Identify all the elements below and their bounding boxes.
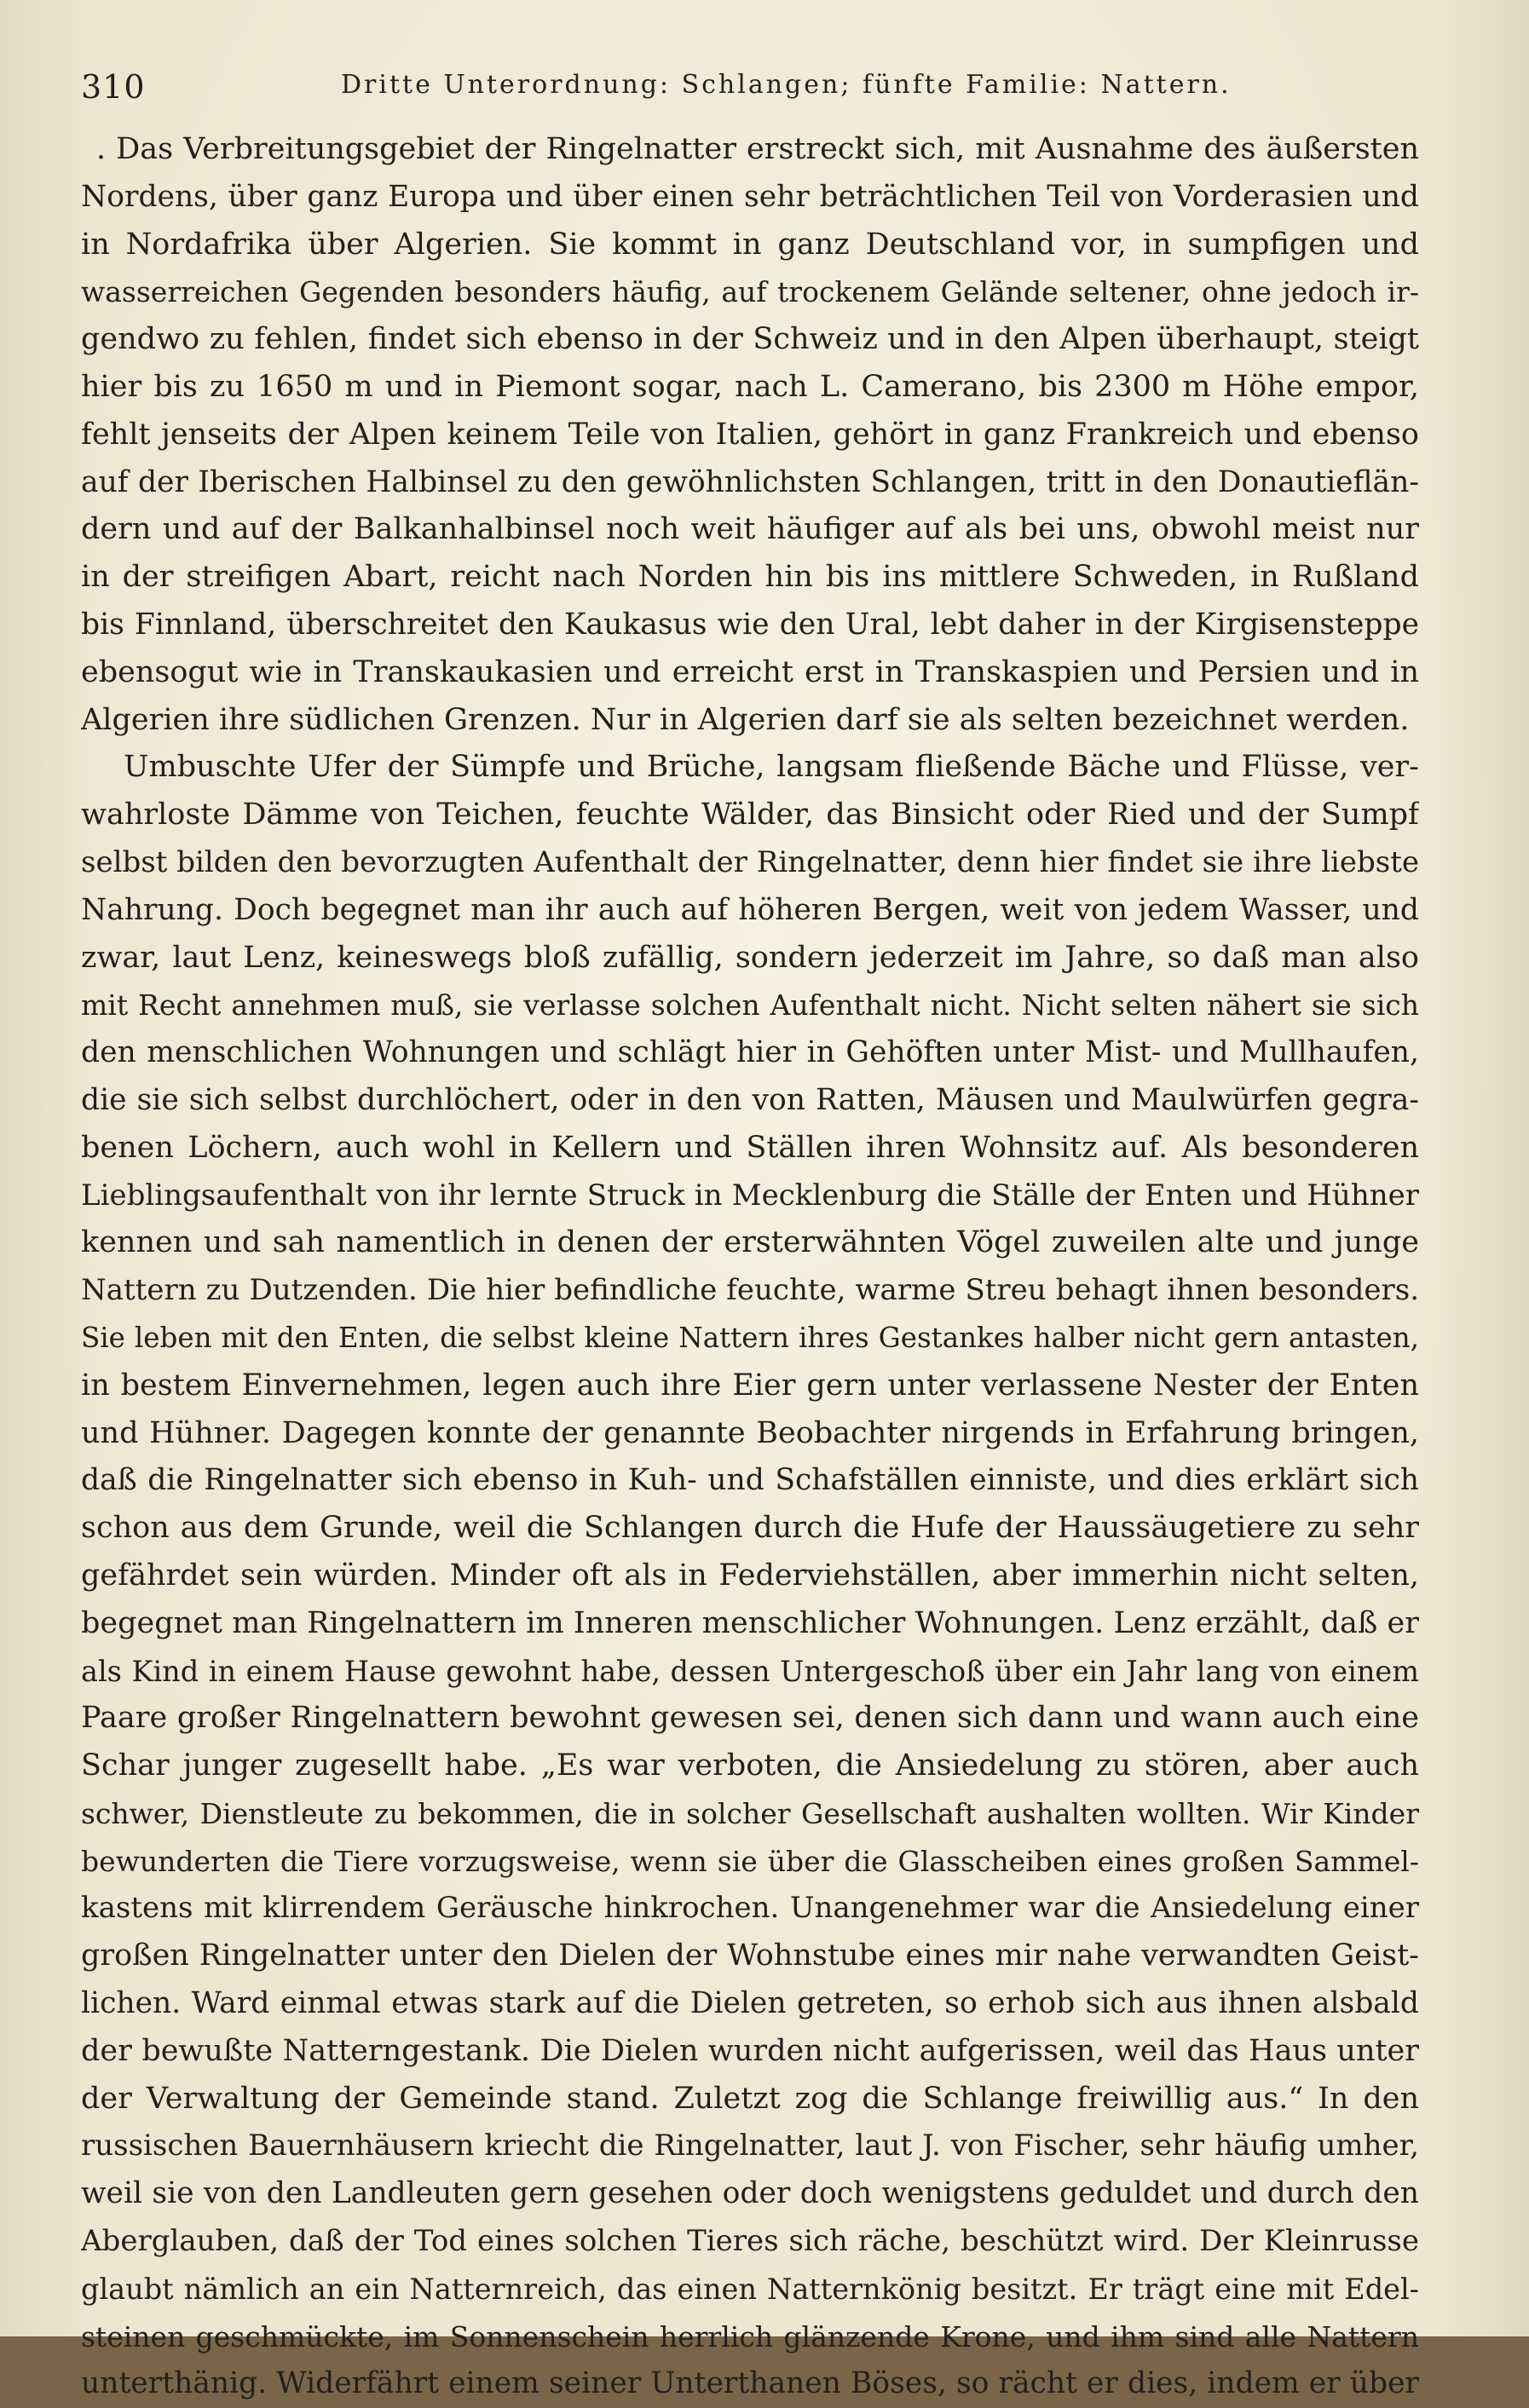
text-line: schon aus dem Grunde, weil die Schlangen durch die Hufe der Haussäugetiere zu sehr [81, 1511, 1419, 1546]
text-line: Paare großer Ringelnattern bewohnt gewesen sei, denen sich dann und wann auch eine [81, 1701, 1419, 1736]
text-line: begegnet man Ringelnattern im Inneren menschlicher Wohnungen. Lenz erzählt, daß er [81, 1605, 1419, 1640]
text-line: in Nordafrika über Algerien. Sie kommt in ganz Deutschland vor, in sumpfigen und [81, 227, 1419, 262]
text-line: kastens mit klirrendem Geräusche hinkrochen. Unangenehmer war die Ansiedelung einer [81, 1891, 1419, 1926]
text-line: Aberglauben, daß der Tod eines solchen Tieres sich räche, beschützt wird. Der Kleinrusse [81, 2224, 1419, 2259]
text-line: Nattern zu Dutzenden. Die hier befindliche feuchte, warme Streu behagt ihnen besonders. [81, 1273, 1419, 1308]
text-line: mit Recht annehmen muß, sie verlasse solchen Aufenthalt nicht. Nicht selten nähert sie sich [81, 988, 1419, 1023]
text-line: bis Finnland, überschreitet den Kaukasus wie den Ural, lebt daher in der Kirgisensteppe [81, 607, 1419, 642]
text-line: Nahrung. Doch begegnet man ihr auch auf höheren Bergen, weit von jedem Wasser, und [81, 892, 1419, 927]
text-line: der bewußte Natterngestank. Die Dielen wurden nicht aufgerissen, weil das Haus unter [81, 2033, 1419, 2068]
text-line: fehlt jenseits der Alpen keinem Teile von Italien, gehört in ganz Frankreich und ebenso [81, 417, 1419, 452]
text-line: zwar, laut Lenz, keineswegs bloß zufällig, sondern jederzeit im Jahre, so daß man also [81, 940, 1419, 975]
text-line: die sie sich selbst durchlöchert, oder in den von Ratten, Mäusen und Maulwürfen gegra- [81, 1082, 1419, 1117]
text-line: selbst bilden den bevorzugten Aufenthalt der Ringelnatter, denn hier findet sie ihre liebste [81, 844, 1419, 879]
text-line: unterthänig. Widerfährt einem seiner Unterthanen Böses, so rächt er dies, indem er über [81, 2366, 1419, 2401]
text-line: dern und auf der Balkanhalbinsel noch weit häufiger auf als bei uns, obwohl meist nur [81, 512, 1419, 547]
text-line: in der streifigen Abart, reicht nach Norden hin bis ins mittlere Schweden, in Rußland [81, 560, 1419, 595]
text-line: großen Ringelnatter unter den Dielen der Wohnstube eines mir nahe verwandten Geist- [81, 1938, 1419, 1973]
text-line: russischen Bauernhäusern kriecht die Ringelnatter, laut J. von Fischer, sehr häufig umher, [81, 2129, 1419, 2163]
text-line: Algerien ihre südlichen Grenzen. Nur in Algerien darf sie als selten bezeichnet werden. [81, 702, 1410, 737]
text-line: Lieblingsaufenthalt von ihr lernte Struck in Mecklenburg die Ställe der Enten und Hühner [81, 1178, 1419, 1213]
text-line: weil sie von den Landleuten gern gesehen oder doch wenigstens geduldet und durch den [81, 2176, 1419, 2211]
text-line: Schar junger zugesellt habe. „Es war verboten, die Ansiedelung zu stören, aber auch [81, 1748, 1419, 1783]
text-line: gefährdet sein würden. Minder oft als in Federviehställen, aber immerhin nicht selten, [81, 1558, 1419, 1593]
text-line: der Verwaltung der Gemeinde stand. Zuletzt zog die Schlange freiwillig aus.“ In den [81, 2081, 1419, 2116]
text-line: als Kind in einem Hause gewohnt habe, dessen Untergeschoß über ein Jahr lang von einem [81, 1654, 1419, 1688]
text-line: steinen geschmückte, im Sonnenschein herrlich glänzende Krone, und ihm sind alle Nattern [81, 2319, 1419, 2353]
text-line: Nordens, über ganz Europa und über einen sehr beträchtlichen Teil von Vorderasien und [81, 179, 1419, 214]
text-line: schwer, Dienstleute zu bekommen, die in solcher Gesellschaft aushalten wollten. Wir Kinder [81, 1796, 1419, 1830]
text-line: . Das Verbreitungsgebiet der Ringelnatter erstreckt sich, mit Ausnahme des äußersten [96, 132, 1419, 166]
page-header [81, 61, 1435, 109]
text-line: bewunderten die Tiere vorzugsweise, wenn sie über die Glasscheiben eines großen Sammel- [81, 1844, 1419, 1878]
text-line: hier bis zu 1650 m und in Piemont sogar, nach L. Camerano, bis 2300 m Höhe empor, [81, 369, 1419, 404]
text-line: Umbuschte Ufer der Sümpfe und Brüche, langsam fließende Bäche und Flüsse, ver- [124, 750, 1419, 785]
text-line: in bestem Einvernehmen, legen auch ihre Eier gern unter verlassene Nester der Enten [81, 1368, 1419, 1403]
text-line: den menschlichen Wohnungen und schlägt hier in Gehöften unter Mist- und Mullhaufen, [81, 1035, 1419, 1070]
text-line: glaubt nämlich an ein Natternreich, das einen Natternkönig besitzt. Er trägt eine mit Edel- [81, 2272, 1419, 2306]
page-number: 310 [81, 68, 146, 106]
text-line: Sie leben mit den Enten, die selbst kleine Nattern ihres Gestankes halber nicht gern antasten, [81, 1321, 1419, 1354]
text-line: wasserreichen Gegenden besonders häufig, auf trockenem Gelände seltener, ohne jedoch ir- [81, 275, 1419, 309]
text-line: wahrloste Dämme von Teichen, feuchte Wälder, das Binsicht oder Ried und der Sumpf [81, 798, 1419, 832]
text-line: und Hühner. Dagegen konnte der genannte Beobachter nirgends in Erfahrung bringen, [81, 1415, 1419, 1450]
text-line: ebensogut wie in Transkaukasien und erreicht erst in Transkaspien und Persien und in [81, 654, 1419, 689]
text-line: daß die Ringelnatter sich ebenso in Kuh- und Schafställen einniste, und dies erklärt sich [81, 1463, 1419, 1498]
body-text [81, 126, 1419, 2408]
text-line: gendwo zu fehlen, findet sich ebenso in der Schweiz und in den Alpen überhaupt, steigt [81, 322, 1419, 357]
text-line: kennen und sah namentlich in denen der ersterwähnten Vögel zuweilen alte und junge [81, 1225, 1419, 1260]
running-head: Dritte Unterordnung: Schlangen; fünfte Familie: Nattern. [341, 70, 1232, 100]
text-line: benen Löchern, auch wohl in Kellern und Ställen ihren Wohnsitz auf. Als besonderen [81, 1130, 1419, 1165]
text-line: auf der Iberischen Halbinsel zu den gewöhnlichsten Schlangen, tritt in den Donautieflän- [81, 464, 1419, 499]
text-line: lichen. Ward einmal etwas stark auf die Dielen getreten, so erhob sich aus ihnen alsbald [81, 1986, 1419, 2021]
